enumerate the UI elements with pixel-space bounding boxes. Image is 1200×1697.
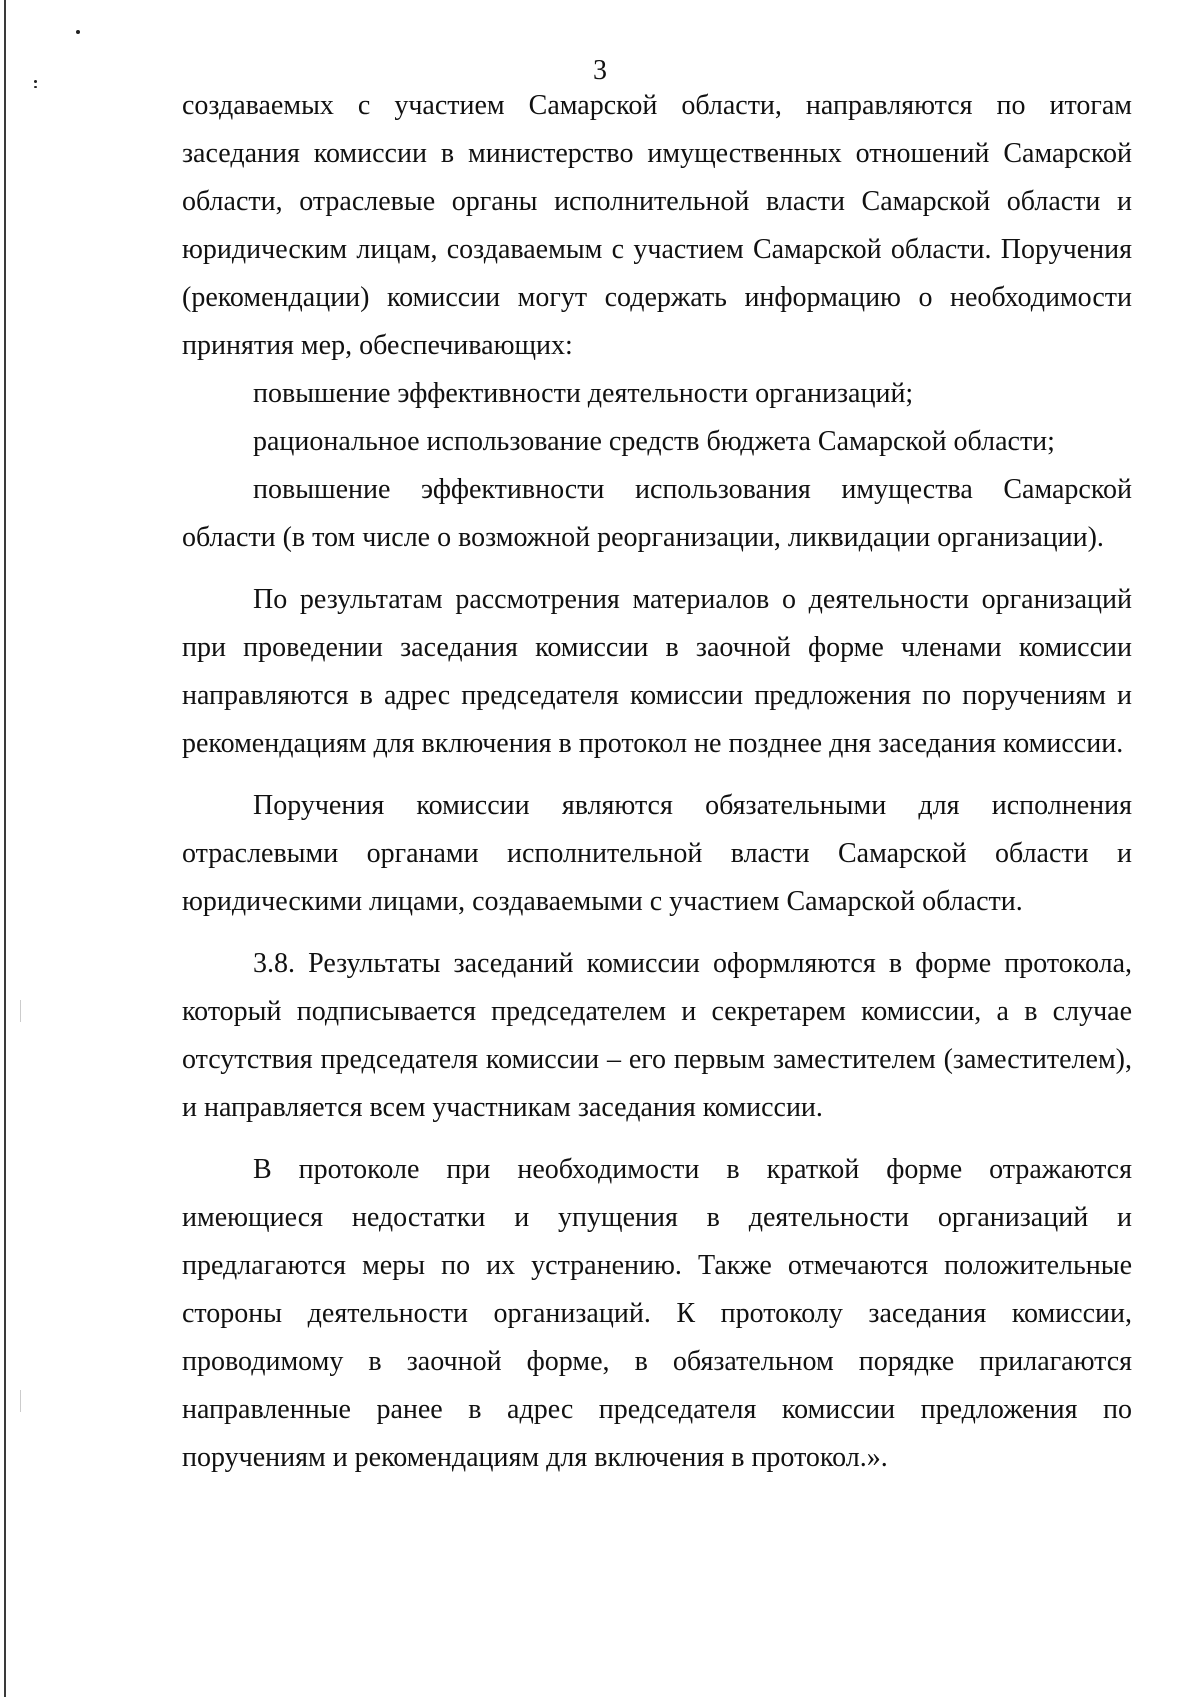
scan-left-edge [4, 0, 6, 1697]
scan-speck [76, 30, 80, 34]
paragraph-list-item: повышение эффективности деятельности организаций; [253, 378, 914, 409]
paragraph-list-item: повышение эффективности использования имущества Самарской области (в том числе о возможной реорганизации, ликвидации организации). [182, 474, 1132, 553]
document-body [182, 82, 1132, 1482]
paragraph: Поручения комиссии являются обязательными для исполнения отраслевыми органами исполнительной власти Самарской области и юридическими лицами, создаваемыми с участием Самарской области. [182, 790, 1132, 917]
paragraph: В протоколе при необходимости в краткой форме отражаются имеющиеся недостатки и упущения в деятельности организаций и предлагаются меры по их устранению. Также отмечаются положительные стороны деятельности организаций. К протоколу заседания комиссии, проводимому в заочной форме, в обязательном порядке прилагаются направленные ранее в адрес председателя комиссии предложения по поручениям и рекомендациям для включения в протокол.». [182, 1154, 1132, 1473]
paragraph-section-3-8: 3.8. Результаты заседаний комиссии оформляются в форме протокола, который подписывается председателем и секретарем комиссии, а в случае отсутствия председателя комиссии – его первым заместителем (заместителем), и направляется всем участникам заседания комиссии. [182, 948, 1132, 1123]
paragraph-list-item: рациональное использование средств бюджета Самарской области; [253, 426, 1055, 457]
paragraph-continuation: создаваемых с участием Самарской области, направляются по итогам заседания комиссии в министерство имущественных отношений Самарской области, отраслевые органы исполнительной власти Самарской области и юридическим лицам, создаваемым с участием Самарской области. Поручения (рекомендации) комиссии могут содержать информацию о необходимости принятия мер, обеспечивающих: [182, 90, 1132, 361]
paragraph: По результатам рассмотрения материалов о деятельности организаций при проведении заседания комиссии в заочной форме членами комиссии направляются в адрес председателя комиссии предложения по поручениям и рекомендациям для включения в протокол не позднее дня заседания комиссии. [182, 584, 1132, 759]
page-number: 3 [593, 55, 607, 86]
scan-mark [20, 1000, 21, 1022]
scan-mark [20, 1390, 21, 1412]
